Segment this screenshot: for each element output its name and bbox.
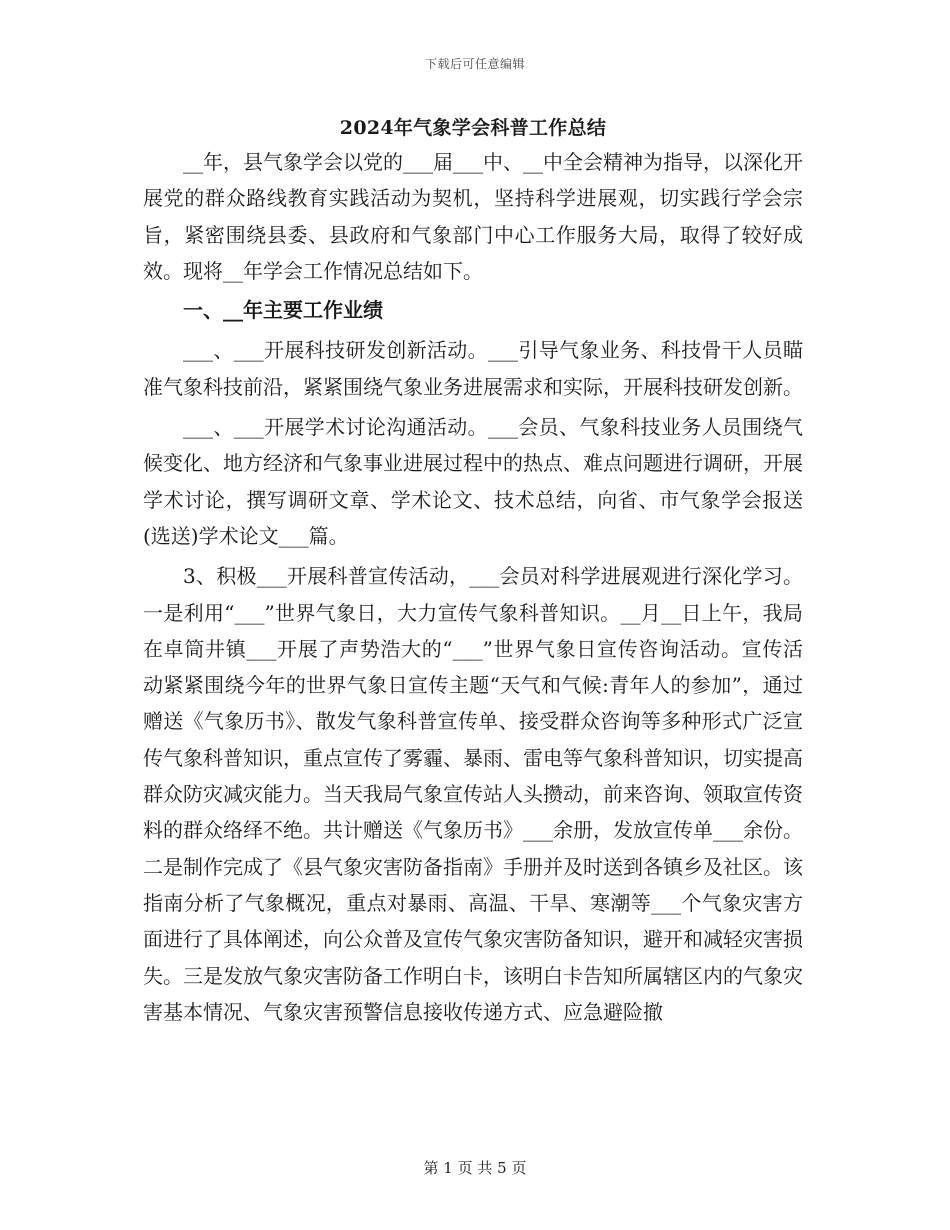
- paragraph-1: ___、___开展科技研发创新活动。___引导气象业务、科技骨干人员瞄准气象科技前沿，紧紧围绕气象业务进展需求和实际，开展科技研发创新。: [143, 338, 803, 399]
- page-number: 第 1 页 共 5 页: [423, 1159, 527, 1177]
- section-heading: 一、__年主要工作业绩: [183, 298, 383, 323]
- intro-paragraph: __年，县气象学会以党的___届___中、__中全会精神为指导，以深化开展党的群众路线教育实践活动为契机，坚持科学进展观，切实践行学会宗旨，紧密围绕县委、县政府和气象部门中心工作服务大局，取得了较好成效。现将__年学会工作情况总结如下。: [143, 150, 803, 283]
- paragraph-3: 3、积极___开展科普宣传活动，___会员对科学进展观进行深化学习。一是利用“___”世界气象日，大力宣传气象科普知识。__月__日上午，我局在卓筒井镇___开展了声势浩大的“___”世界气象日宣传咨询活动。宣传活动紧紧围绕今年的世界气象日宣传主题“天气和气候:青年人的参加”，通过赠送《气象历书》、散发气象科普宣传单、接受群众咨询等多种形式广泛宣传气象科普知识，重点宣传了雾霾、暴雨、雷电等气象科普知识，切实提高群众防灾减灾能力。当天我局气象宣传站人头攒动，前来咨询、领取宣传资料的群众络绎不绝。共计赠送《气象历书》___余册，发放宣传单___余份。二是制作完成了《县气象灾害防备指南》手册并及时送到各镇乡及社区。该指南分析了气象概况，重点对暴雨、高温、干旱、寒潮等___个气象灾害方面进行了具体阐述，向公众普及宣传气象灾害防备知识，避开和减轻灾害损失。三是发放气象灾害防备工作明白卡，该明白卡告知所属辖区内的气象灾害基本情况、气象灾害预警信息接收传递方式、应急避险撤: [143, 564, 803, 1024]
- header-note: 下载后可任意编辑: [424, 57, 525, 71]
- document-title: 2024年气象学会科普工作总结: [339, 117, 607, 139]
- paragraph-2: ___、___开展学术讨论沟通活动。___会员、气象科技业务人员围绕气候变化、地方经济和气象事业进展过程中的热点、难点问题进行调研，开展学术讨论，撰写调研文章、学术论文、技术总结，向省、市气象学会报送(选送)学术论文___篇。: [143, 415, 803, 548]
- document-body: [143, 112, 803, 1030]
